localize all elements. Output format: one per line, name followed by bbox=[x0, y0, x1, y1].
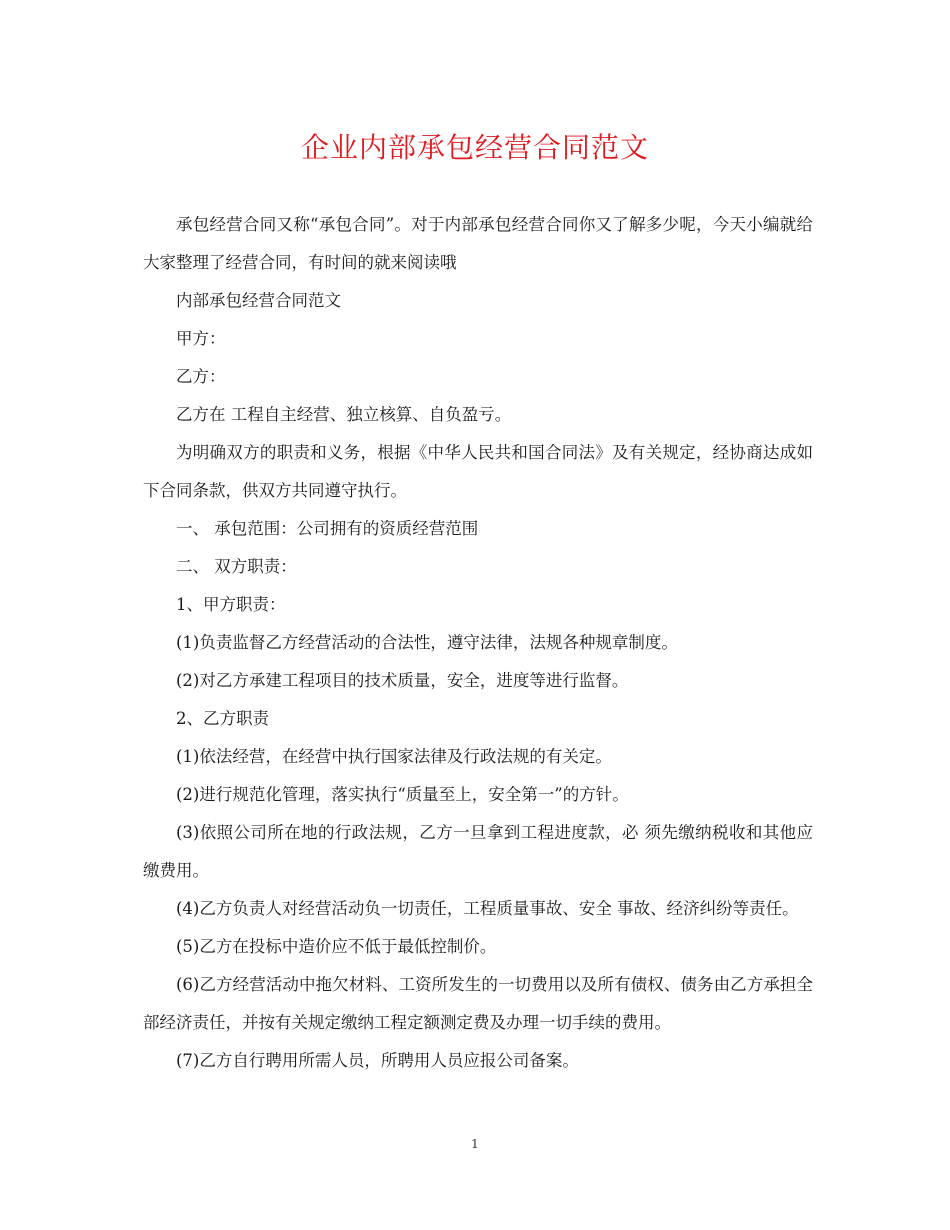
paragraph-b-duty-7: (7)乙方自行聘用所需人员，所聘用人员应报公司备案。 bbox=[176, 1051, 579, 1070]
paragraph-b-duty-5: (5)乙方在投标中造价应不低于最低控制价。 bbox=[176, 937, 497, 956]
paragraph-b-duty-1: (1)依法经营，在经营中执行国家法律及行政法规的有关定。 bbox=[176, 747, 612, 766]
paragraph-section-1: 一、 承包范围：公司拥有的资质经营范围 bbox=[176, 519, 479, 538]
paragraph-party-a: 甲方： bbox=[176, 329, 226, 348]
paragraph-b-duty-3: (3)依照公司所在地的行政法规，乙方一旦拿到工程进度款，必 须先缴纳税收和其他应缴费用。 bbox=[143, 823, 813, 880]
paragraph-b-duty-4: (4)乙方负责人对经营活动负一切责任，工程质量事故、安全 事故、经济纠纷等责任。 bbox=[176, 899, 799, 918]
paragraph-purpose: 为明确双方的职责和义务，根据《中华人民共和国合同法》及有关规定，经协商达成如下合同条款，供双方共同遵守执行。 bbox=[143, 443, 813, 500]
paragraph-party-b-operation: 乙方在 工程自主经营、独立核算、自负盈亏。 bbox=[176, 405, 512, 424]
paragraph-b-duty-2: (2)进行规范化管理，落实执行“质量至上，安全第一”的方针。 bbox=[176, 785, 629, 804]
paragraph-a-duty-1: (1)负责监督乙方经营活动的合法性，遵守法律，法规各种规章制度。 bbox=[176, 633, 678, 652]
document-body bbox=[143, 206, 813, 1080]
paragraph-intro: 承包经营合同又称“承包合同”。对于内部承包经营合同你又了解多少呢，今天小编就给大家整理了经营合同，有时间的就来阅读哦 bbox=[143, 215, 813, 272]
paragraph-section-2: 二、 双方职责： bbox=[176, 557, 297, 576]
paragraph-b-duty-6: (6)乙方经营活动中拖欠材料、工资所发生的一切费用以及所有债权、债务由乙方承担全部经济责任，并按有关规定缴纳工程定额测定费及办理一切手续的费用。 bbox=[143, 975, 813, 1032]
paragraph-heading: 内部承包经营合同范文 bbox=[176, 291, 341, 310]
document-title: 企业内部承包经营合同范文 bbox=[300, 131, 649, 164]
paragraph-a-duty-2: (2)对乙方承建工程项目的技术质量，安全，进度等进行监督。 bbox=[176, 671, 629, 690]
page-number: 1 bbox=[471, 1137, 479, 1151]
paragraph-party-a-duties: 1、甲方职责： bbox=[176, 595, 286, 614]
paragraph-party-b: 乙方： bbox=[176, 367, 226, 386]
paragraph-party-b-duties: 2、乙方职责 bbox=[176, 709, 269, 728]
